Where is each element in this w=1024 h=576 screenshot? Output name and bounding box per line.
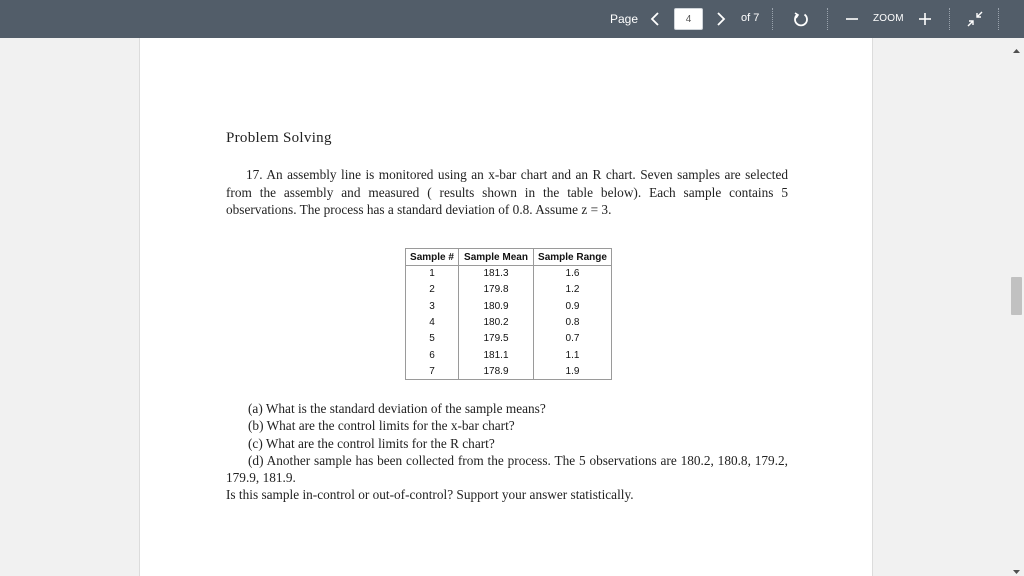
- minus-icon: [841, 8, 863, 30]
- sample-number: 3: [406, 298, 459, 314]
- question-b: (b) What are the control limits for the x-bar chart?: [248, 418, 515, 434]
- document-page: [139, 38, 873, 576]
- sample-mean: 180.2: [459, 314, 534, 330]
- toolbar-divider: [949, 8, 950, 30]
- table-row: [406, 314, 612, 330]
- collapse-icon: [964, 8, 986, 30]
- sample-number: 5: [406, 331, 459, 347]
- sample-mean: 179.8: [459, 282, 534, 298]
- sample-range: 0.9: [534, 298, 612, 314]
- sample-mean: 181.3: [459, 266, 534, 282]
- problem-statement: [226, 166, 788, 219]
- sample-mean: 181.1: [459, 347, 534, 363]
- section-title: Problem Solving: [226, 130, 332, 146]
- zoom-in-button[interactable]: [914, 8, 936, 30]
- sample-number: 1: [406, 266, 459, 282]
- toolbar-divider: [772, 8, 773, 30]
- table-row: [406, 331, 612, 347]
- chevron-left-icon: [646, 8, 666, 30]
- sample-mean: 178.9: [459, 363, 534, 379]
- sample-range: 1.9: [534, 363, 612, 379]
- scroll-down-button[interactable]: [1012, 563, 1021, 571]
- zoom-out-button[interactable]: [841, 8, 863, 30]
- zoom-label: ZOOM: [873, 13, 904, 24]
- question-c: (c) What are the control limits for the R chart?: [248, 435, 495, 451]
- sample-number: 6: [406, 347, 459, 363]
- sample-number: 2: [406, 282, 459, 298]
- question-a: (a) What is the standard deviation of the sample means?: [248, 401, 546, 416]
- previous-page-button[interactable]: [646, 8, 666, 30]
- sample-range: 1.2: [534, 282, 612, 298]
- exit-fullscreen-button[interactable]: [964, 8, 986, 30]
- scroll-up-button[interactable]: [1012, 42, 1021, 50]
- arrow-down-icon: [1012, 568, 1021, 576]
- problem-text: 17. An assembly line is monitored using an x-bar chart and an R chart. Seven samples are selected from the assembly and measured ( results shown in the table below). Each sample contains 5 observations. The process has a standard deviation of 0.8. Assume z = 3.: [226, 167, 788, 217]
- sample-range: 1.1: [534, 347, 612, 363]
- total-pages-label: of 7: [741, 12, 760, 24]
- table-row: [406, 298, 612, 314]
- chevron-right-icon: [710, 8, 730, 30]
- sample-mean: 179.5: [459, 331, 534, 347]
- table-header-row: [406, 249, 612, 266]
- question-final: Is this sample in-control or out-of-control? Support your answer statistically.: [226, 487, 634, 503]
- sample-number: 4: [406, 314, 459, 330]
- table-row: [406, 282, 612, 298]
- question-d: (d) Another sample has been collected from the process. The 5 observations are 180.2, 180.8, 179.2, 179.9, 181.9.: [226, 452, 788, 486]
- column-header: Sample Range: [534, 249, 612, 266]
- table-row: [406, 347, 612, 363]
- sample-number: 7: [406, 363, 459, 379]
- arrow-up-icon: [1012, 47, 1021, 55]
- page-label: Page: [610, 12, 639, 26]
- toolbar-divider: [998, 8, 999, 30]
- questions-block: [226, 400, 788, 504]
- sample-range: 0.8: [534, 314, 612, 330]
- toolbar-divider: [827, 8, 828, 30]
- page-number-input[interactable]: [674, 8, 703, 30]
- column-header: Sample #: [406, 249, 459, 266]
- scrollbar-thumb[interactable]: [1011, 277, 1022, 315]
- next-page-button[interactable]: [710, 8, 730, 30]
- table-row: [406, 363, 612, 379]
- table-row: [406, 266, 612, 282]
- plus-icon: [914, 8, 936, 30]
- viewer-toolbar: [0, 0, 1024, 38]
- rotate-button[interactable]: [790, 8, 812, 30]
- sample-range: 0.7: [534, 331, 612, 347]
- sample-range: 1.6: [534, 266, 612, 282]
- rotate-icon: [790, 8, 812, 30]
- sample-mean: 180.9: [459, 298, 534, 314]
- samples-table: [405, 248, 612, 380]
- column-header: Sample Mean: [459, 249, 534, 266]
